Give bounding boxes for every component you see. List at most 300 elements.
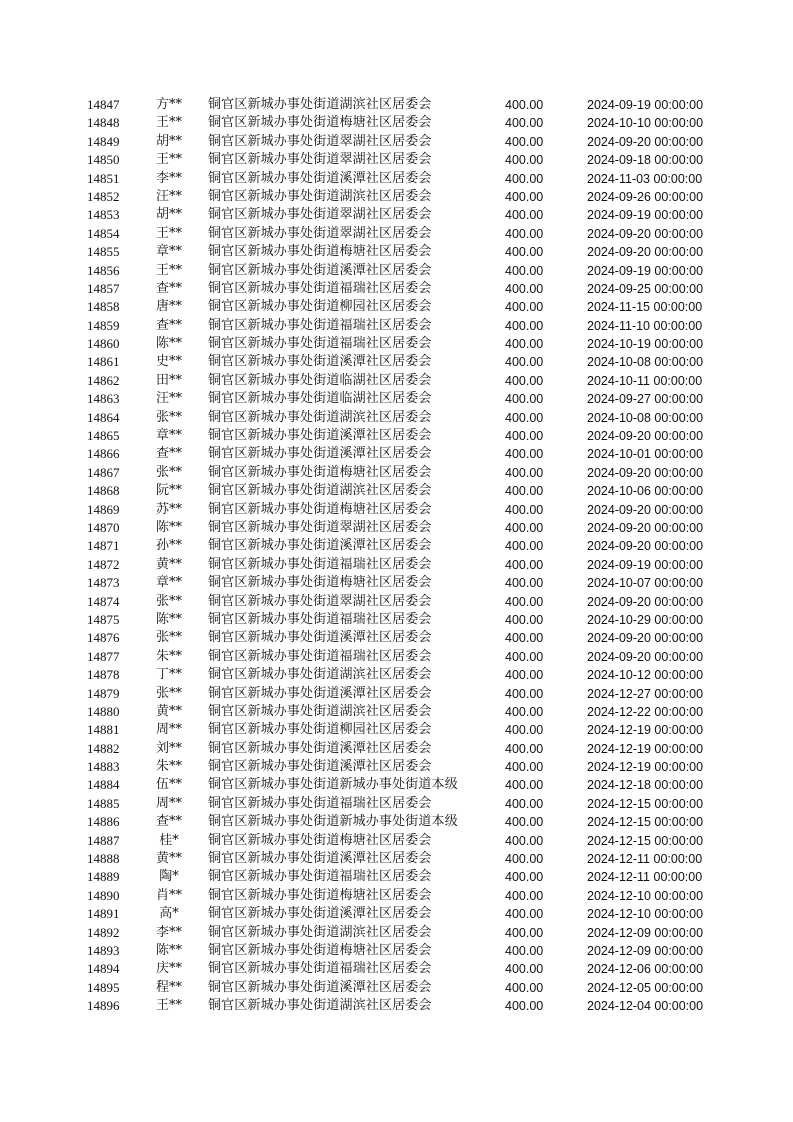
amount-cell: 400.00 [505, 612, 544, 627]
record-id-cell: 14863 [87, 391, 120, 407]
record-id-cell: 14851 [87, 170, 120, 186]
unit-cell: 铜官区新城办事处街道福瑞社区居委会 [208, 317, 432, 333]
amount-cell: 400.00 [505, 907, 544, 922]
table-row [0, 317, 793, 335]
amount-cell: 400.00 [505, 833, 544, 848]
table-row [0, 979, 793, 997]
date-cell: 2024-09-20 00:00:00 [587, 594, 704, 609]
record-id-cell: 14874 [87, 593, 120, 609]
unit-cell: 铜官区新城办事处街道福瑞社区居委会 [208, 795, 432, 811]
name-cell: 周** [155, 795, 182, 811]
record-id-cell: 14849 [87, 133, 120, 149]
amount-cell: 400.00 [505, 98, 544, 112]
date-cell: 2024-10-01 00:00:00 [587, 447, 704, 462]
date-cell: 2024-10-07 00:00:00 [587, 576, 704, 591]
unit-cell: 铜官区新城办事处街道福瑞社区居委会 [208, 611, 432, 627]
unit-cell: 铜官区新城办事处街道湖滨社区居委会 [208, 97, 432, 112]
date-cell: 2024-12-15 00:00:00 [587, 796, 704, 811]
amount-cell: 400.00 [505, 723, 544, 738]
record-id-cell: 14893 [87, 942, 120, 958]
unit-cell: 铜官区新城办事处街道梅塘社区居委会 [208, 501, 432, 517]
record-id-cell: 14861 [87, 354, 120, 370]
amount-cell: 400.00 [505, 245, 544, 260]
name-cell: 张** [155, 409, 182, 425]
record-id-cell: 14876 [87, 630, 120, 646]
table-row [0, 298, 793, 316]
record-id-cell: 14879 [87, 685, 120, 701]
date-cell: 2024-12-18 00:00:00 [587, 778, 704, 793]
amount-cell: 400.00 [505, 189, 544, 204]
unit-cell: 铜官区新城办事处街道梅塘社区居委会 [208, 464, 432, 480]
table-row [0, 556, 793, 574]
amount-cell: 400.00 [505, 153, 544, 168]
date-cell: 2024-11-10 00:00:00 [587, 318, 703, 333]
name-cell: 黄** [155, 703, 182, 719]
unit-cell: 铜官区新城办事处街道梅塘社区居委会 [208, 832, 432, 848]
table-row [0, 96, 793, 114]
record-id-cell: 14848 [87, 115, 120, 131]
amount-cell: 400.00 [505, 999, 544, 1014]
date-cell: 2024-09-19 00:00:00 [587, 208, 704, 223]
table-row [0, 353, 793, 371]
date-cell: 2024-12-10 00:00:00 [587, 907, 704, 922]
record-id-cell: 14891 [87, 906, 120, 922]
unit-cell: 铜官区新城办事处街道福瑞社区居委会 [208, 556, 432, 572]
record-id-cell: 14875 [87, 611, 120, 627]
table-row [0, 390, 793, 408]
name-cell: 李** [155, 924, 182, 940]
unit-cell: 铜官区新城办事处街道溪潭社区居委会 [208, 685, 432, 701]
date-cell: 2024-09-26 00:00:00 [587, 189, 704, 204]
date-cell: 2024-09-20 00:00:00 [587, 429, 704, 444]
unit-cell: 铜官区新城办事处街道临湖社区居委会 [208, 391, 432, 407]
amount-cell: 400.00 [505, 888, 544, 903]
table-row [0, 795, 793, 813]
unit-cell: 铜官区新城办事处街道梅塘社区居委会 [208, 244, 432, 260]
unit-cell: 铜官区新城办事处街道翠湖社区居委会 [208, 593, 432, 609]
amount-cell: 400.00 [505, 318, 544, 333]
date-cell: 2024-10-08 00:00:00 [587, 410, 704, 425]
amount-cell: 400.00 [505, 686, 544, 701]
date-cell: 2024-12-11 00:00:00 [587, 870, 703, 885]
name-cell: 王** [155, 262, 182, 278]
name-cell: 张** [155, 630, 182, 646]
record-id-cell: 14877 [87, 648, 120, 664]
amount-cell: 400.00 [505, 815, 544, 830]
name-cell: 田** [155, 372, 182, 388]
table-row [0, 206, 793, 224]
unit-cell: 铜官区新城办事处街道溪潭社区居委会 [208, 851, 432, 867]
date-cell: 2024-09-19 00:00:00 [587, 263, 704, 278]
unit-cell: 铜官区新城办事处街道溪潭社区居委会 [208, 740, 432, 756]
record-id-cell: 14895 [87, 979, 120, 995]
record-id-cell: 14894 [87, 961, 120, 977]
name-cell: 章** [155, 244, 182, 260]
amount-cell: 400.00 [505, 447, 544, 462]
name-cell: 刘** [155, 740, 182, 756]
amount-cell: 400.00 [505, 594, 544, 609]
unit-cell: 铜官区新城办事处街道溪潭社区居委会 [208, 354, 432, 370]
amount-cell: 400.00 [505, 870, 544, 885]
date-cell: 2024-10-06 00:00:00 [587, 484, 704, 499]
table-row [0, 409, 793, 427]
date-cell: 2024-09-20 00:00:00 [587, 134, 704, 149]
amount-cell: 400.00 [505, 760, 544, 775]
date-cell: 2024-09-19 00:00:00 [587, 557, 704, 572]
name-cell: 张** [155, 685, 182, 701]
amount-cell: 400.00 [505, 337, 544, 352]
record-id-cell: 14870 [87, 519, 120, 535]
date-cell: 2024-10-08 00:00:00 [587, 355, 704, 370]
record-id-cell: 14878 [87, 667, 120, 683]
date-cell: 2024-12-06 00:00:00 [587, 962, 704, 977]
record-id-cell: 14866 [87, 446, 120, 462]
table-row [0, 960, 793, 978]
name-cell: 朱** [155, 759, 182, 775]
unit-cell: 铜官区新城办事处街道临湖社区居委会 [208, 372, 432, 388]
table-row [0, 280, 793, 298]
unit-cell: 铜官区新城办事处街道新城办事处街道本级 [208, 777, 458, 793]
table-row [0, 170, 793, 188]
name-cell: 查** [155, 317, 182, 333]
amount-cell: 400.00 [505, 796, 544, 811]
record-id-cell: 14864 [87, 409, 120, 425]
amount-cell: 400.00 [505, 778, 544, 793]
name-cell: 张** [155, 593, 182, 609]
date-cell: 2024-09-19 00:00:00 [587, 98, 704, 112]
date-cell: 2024-12-19 00:00:00 [587, 760, 704, 775]
record-id-cell: 14858 [87, 299, 120, 315]
unit-cell: 铜官区新城办事处街道湖滨社区居委会 [208, 924, 432, 940]
name-cell: 程** [155, 979, 182, 995]
unit-cell: 铜官区新城办事处街道福瑞社区居委会 [208, 336, 432, 352]
table-row [0, 924, 793, 942]
name-cell: 丁** [155, 667, 182, 683]
date-cell: 2024-12-19 00:00:00 [587, 723, 704, 738]
name-cell: 胡** [155, 133, 182, 149]
record-id-cell: 14880 [87, 703, 120, 719]
table-row [0, 776, 793, 794]
record-id-cell: 14856 [87, 262, 120, 278]
unit-cell: 铜官区新城办事处街道翠湖社区居委会 [208, 225, 432, 241]
amount-cell: 400.00 [505, 300, 544, 315]
date-cell: 2024-12-15 00:00:00 [587, 815, 704, 830]
record-id-cell: 14871 [87, 538, 120, 554]
table-row [0, 537, 793, 555]
name-cell: 王** [155, 152, 182, 168]
date-cell: 2024-12-19 00:00:00 [587, 741, 704, 756]
amount-cell: 400.00 [505, 263, 544, 278]
table-row [0, 335, 793, 353]
name-cell: 高* [159, 906, 179, 922]
record-id-cell: 14884 [87, 777, 120, 793]
unit-cell: 铜官区新城办事处街道溪潭社区居委会 [208, 170, 432, 186]
name-cell: 汪** [155, 391, 182, 407]
table-row [0, 464, 793, 482]
unit-cell: 铜官区新城办事处街道湖滨社区居委会 [208, 667, 432, 683]
table-row [0, 262, 793, 280]
date-cell: 2024-09-27 00:00:00 [587, 392, 704, 407]
name-cell: 陶* [159, 869, 179, 885]
table-row [0, 188, 793, 206]
name-cell: 唐** [155, 299, 182, 315]
name-cell: 王** [155, 115, 182, 131]
record-id-cell: 14892 [87, 924, 120, 940]
date-cell: 2024-12-09 00:00:00 [587, 925, 704, 940]
table-row [0, 629, 793, 647]
record-id-cell: 14868 [87, 483, 120, 499]
date-cell: 2024-12-10 00:00:00 [587, 888, 704, 903]
name-cell: 孙** [155, 538, 182, 554]
date-cell: 2024-10-12 00:00:00 [587, 668, 704, 683]
unit-cell: 铜官区新城办事处街道溪潭社区居委会 [208, 759, 432, 775]
name-cell: 胡** [155, 207, 182, 223]
table-row [0, 685, 793, 703]
table-row [0, 868, 793, 886]
amount-cell: 400.00 [505, 704, 544, 719]
unit-cell: 铜官区新城办事处街道湖滨社区居委会 [208, 188, 432, 204]
unit-cell: 铜官区新城办事处街道溪潭社区居委会 [208, 906, 432, 922]
amount-cell: 400.00 [505, 134, 544, 149]
amount-cell: 400.00 [505, 502, 544, 517]
name-cell: 汪** [155, 188, 182, 204]
name-cell: 查** [155, 280, 182, 296]
name-cell: 史** [155, 354, 182, 370]
record-id-cell: 14881 [87, 722, 120, 738]
table-row [0, 133, 793, 151]
name-cell: 朱** [155, 648, 182, 664]
date-cell: 2024-11-15 00:00:00 [587, 300, 703, 315]
date-cell: 2024-12-04 00:00:00 [587, 999, 704, 1014]
table-row [0, 813, 793, 831]
name-cell: 陈** [155, 336, 182, 352]
date-cell: 2024-09-20 00:00:00 [587, 226, 704, 241]
date-cell: 2024-10-10 00:00:00 [587, 116, 704, 131]
unit-cell: 铜官区新城办事处街道福瑞社区居委会 [208, 869, 432, 885]
table-row [0, 942, 793, 960]
record-id-cell: 14867 [87, 464, 120, 480]
unit-cell: 铜官区新城办事处街道福瑞社区居委会 [208, 280, 432, 296]
name-cell: 肖** [155, 887, 182, 903]
table-row [0, 593, 793, 611]
table-row [0, 611, 793, 629]
amount-cell: 400.00 [505, 281, 544, 296]
date-cell: 2024-09-18 00:00:00 [587, 153, 704, 168]
amount-cell: 400.00 [505, 576, 544, 591]
record-id-cell: 14850 [87, 152, 120, 168]
date-cell: 2024-12-11 00:00:00 [587, 852, 703, 867]
name-cell: 章** [155, 575, 182, 591]
name-cell: 王** [155, 225, 182, 241]
table-row [0, 225, 793, 243]
amount-cell: 400.00 [505, 465, 544, 480]
unit-cell: 铜官区新城办事处街道翠湖社区居委会 [208, 519, 432, 535]
table-row [0, 519, 793, 537]
record-id-cell: 14865 [87, 428, 120, 444]
unit-cell: 铜官区新城办事处街道溪潭社区居委会 [208, 979, 432, 995]
date-cell: 2024-12-15 00:00:00 [587, 833, 704, 848]
name-cell: 王** [155, 998, 182, 1014]
table-row [0, 372, 793, 390]
table-row [0, 648, 793, 666]
unit-cell: 铜官区新城办事处街道溪潭社区居委会 [208, 630, 432, 646]
date-cell: 2024-09-20 00:00:00 [587, 465, 704, 480]
unit-cell: 铜官区新城办事处街道翠湖社区居委会 [208, 207, 432, 223]
amount-cell: 400.00 [505, 649, 544, 664]
record-id-cell: 14896 [87, 998, 120, 1014]
name-cell: 方** [155, 97, 182, 112]
amount-cell: 400.00 [505, 668, 544, 683]
record-id-cell: 14847 [87, 97, 120, 112]
unit-cell: 铜官区新城办事处街道溪潭社区居委会 [208, 446, 432, 462]
record-id-cell: 14882 [87, 740, 120, 756]
amount-cell: 400.00 [505, 741, 544, 756]
unit-cell: 铜官区新城办事处街道梅塘社区居委会 [208, 575, 432, 591]
name-cell: 陈** [155, 611, 182, 627]
amount-cell: 400.00 [505, 631, 544, 646]
unit-cell: 铜官区新城办事处街道湖滨社区居委会 [208, 998, 432, 1014]
name-cell: 周** [155, 722, 182, 738]
amount-cell: 400.00 [505, 410, 544, 425]
data-table [0, 96, 793, 1016]
name-cell: 陈** [155, 942, 182, 958]
record-id-cell: 14859 [87, 317, 120, 333]
record-id-cell: 14883 [87, 759, 120, 775]
unit-cell: 铜官区新城办事处街道梅塘社区居委会 [208, 887, 432, 903]
name-cell: 李** [155, 170, 182, 186]
record-id-cell: 14872 [87, 556, 120, 572]
table-row [0, 445, 793, 463]
record-id-cell: 14887 [87, 832, 120, 848]
amount-cell: 400.00 [505, 429, 544, 444]
name-cell: 查** [155, 814, 182, 830]
unit-cell: 铜官区新城办事处街道湖滨社区居委会 [208, 703, 432, 719]
record-id-cell: 14853 [87, 207, 120, 223]
unit-cell: 铜官区新城办事处街道柳园社区居委会 [208, 722, 432, 738]
name-cell: 庆** [155, 961, 182, 977]
date-cell: 2024-09-20 00:00:00 [587, 245, 704, 260]
table-row [0, 721, 793, 739]
table-row [0, 905, 793, 923]
unit-cell: 铜官区新城办事处街道湖滨社区居委会 [208, 409, 432, 425]
unit-cell: 铜官区新城办事处街道翠湖社区居委会 [208, 152, 432, 168]
record-id-cell: 14889 [87, 869, 120, 885]
name-cell: 阮** [155, 483, 182, 499]
table-row [0, 151, 793, 169]
date-cell: 2024-10-11 00:00:00 [587, 373, 703, 388]
unit-cell: 铜官区新城办事处街道溪潭社区居委会 [208, 262, 432, 278]
table-row [0, 997, 793, 1015]
amount-cell: 400.00 [505, 852, 544, 867]
record-id-cell: 14890 [87, 887, 120, 903]
date-cell: 2024-09-20 00:00:00 [587, 649, 704, 664]
table-row [0, 666, 793, 684]
record-id-cell: 14869 [87, 501, 120, 517]
amount-cell: 400.00 [505, 557, 544, 572]
table-row [0, 850, 793, 868]
amount-cell: 400.00 [505, 943, 544, 958]
record-id-cell: 14862 [87, 372, 120, 388]
amount-cell: 400.00 [505, 520, 544, 535]
date-cell: 2024-09-20 00:00:00 [587, 520, 704, 535]
date-cell: 2024-09-25 00:00:00 [587, 281, 704, 296]
unit-cell: 铜官区新城办事处街道溪潭社区居委会 [208, 538, 432, 554]
amount-cell: 400.00 [505, 539, 544, 554]
record-id-cell: 14860 [87, 336, 120, 352]
unit-cell: 铜官区新城办事处街道新城办事处街道本级 [208, 814, 458, 830]
date-cell: 2024-09-20 00:00:00 [587, 502, 704, 517]
table-row [0, 482, 793, 500]
date-cell: 2024-09-20 00:00:00 [587, 631, 704, 646]
unit-cell: 铜官区新城办事处街道福瑞社区居委会 [208, 961, 432, 977]
unit-cell: 铜官区新城办事处街道福瑞社区居委会 [208, 648, 432, 664]
unit-cell: 铜官区新城办事处街道柳园社区居委会 [208, 299, 432, 315]
amount-cell: 400.00 [505, 355, 544, 370]
name-cell: 查** [155, 446, 182, 462]
table-row [0, 740, 793, 758]
table-row [0, 574, 793, 592]
unit-cell: 铜官区新城办事处街道翠湖社区居委会 [208, 133, 432, 149]
date-cell: 2024-09-20 00:00:00 [587, 539, 704, 554]
date-cell: 2024-12-27 00:00:00 [587, 686, 704, 701]
date-cell: 2024-10-29 00:00:00 [587, 612, 704, 627]
name-cell: 张** [155, 464, 182, 480]
amount-cell: 400.00 [505, 171, 544, 186]
name-cell: 苏** [155, 501, 182, 517]
table-row [0, 243, 793, 261]
date-cell: 2024-10-19 00:00:00 [587, 337, 704, 352]
amount-cell: 400.00 [505, 226, 544, 241]
amount-cell: 400.00 [505, 980, 544, 995]
record-id-cell: 14888 [87, 851, 120, 867]
table-row [0, 501, 793, 519]
amount-cell: 400.00 [505, 392, 544, 407]
date-cell: 2024-12-22 00:00:00 [587, 704, 704, 719]
table-row [0, 427, 793, 445]
record-id-cell: 14855 [87, 244, 120, 260]
unit-cell: 铜官区新城办事处街道梅塘社区居委会 [208, 942, 432, 958]
amount-cell: 400.00 [505, 116, 544, 131]
name-cell: 桂* [159, 832, 179, 848]
name-cell: 黄** [155, 556, 182, 572]
record-id-cell: 14852 [87, 188, 120, 204]
table-row [0, 832, 793, 850]
record-id-cell: 14885 [87, 795, 120, 811]
record-id-cell: 14854 [87, 225, 120, 241]
amount-cell: 400.00 [505, 208, 544, 223]
record-id-cell: 14873 [87, 575, 120, 591]
name-cell: 章** [155, 428, 182, 444]
name-cell: 陈** [155, 519, 182, 535]
date-cell: 2024-12-09 00:00:00 [587, 943, 704, 958]
date-cell: 2024-11-03 00:00:00 [587, 171, 703, 186]
record-id-cell: 14886 [87, 814, 120, 830]
amount-cell: 400.00 [505, 925, 544, 940]
record-id-cell: 14857 [87, 280, 120, 296]
unit-cell: 铜官区新城办事处街道梅塘社区居委会 [208, 115, 432, 131]
amount-cell: 400.00 [505, 373, 544, 388]
unit-cell: 铜官区新城办事处街道溪潭社区居委会 [208, 428, 432, 444]
table-row [0, 703, 793, 721]
name-cell: 伍** [155, 777, 182, 793]
date-cell: 2024-12-05 00:00:00 [587, 980, 704, 995]
table-row [0, 114, 793, 132]
unit-cell: 铜官区新城办事处街道湖滨社区居委会 [208, 483, 432, 499]
name-cell: 黄** [155, 851, 182, 867]
table-row [0, 758, 793, 776]
table-row [0, 887, 793, 905]
amount-cell: 400.00 [505, 484, 544, 499]
